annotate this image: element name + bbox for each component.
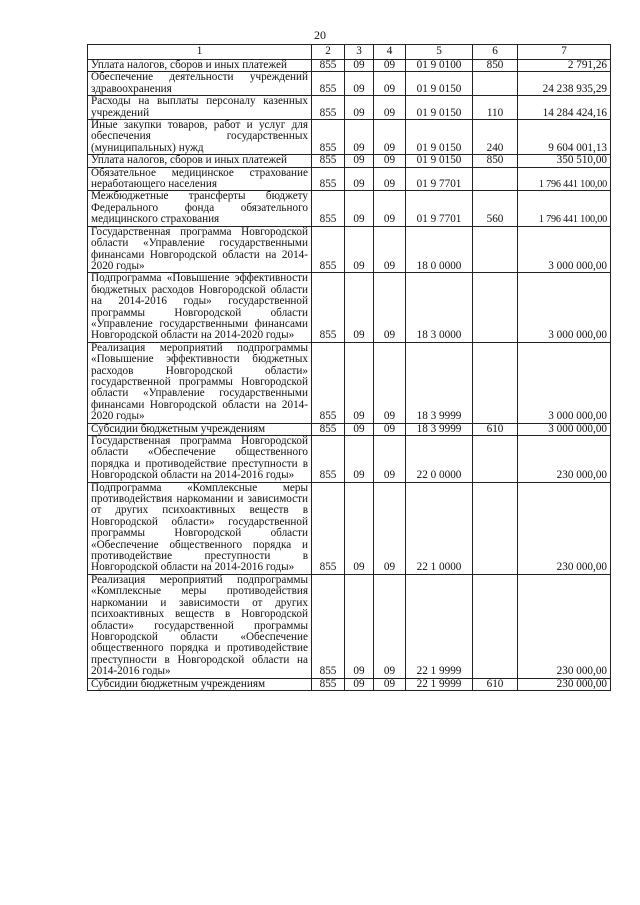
cell-subsection: 09 [374,96,406,120]
cell-grbs: 855 [312,72,345,96]
cell-section: 09 [345,155,374,167]
col-header: 4 [374,45,406,60]
cell-sum: 230 000,00 [518,436,611,483]
row-name: Реализация мероприятий подпрограммы «Комплексные меры противодействия наркомании и зависимости от других психоактивных веществ в Новгородской области» государственной программы Новгородской области «Обеспечение общественного порядка и противодействие преступности в Новгородской области на 2014-2016 годы» [88,574,312,678]
cell-sum: 9 604 001,13 [518,120,611,155]
cell-section: 09 [345,72,374,96]
cell-expense-type: 610 [473,678,518,690]
row-name: Иные закупки товаров, работ и услуг для обеспечения государственных (муниципальных) нужд [88,120,312,155]
cell-sum: 1 796 441 100,00 [518,167,611,191]
cell-subsection: 09 [374,155,406,167]
cell-section: 09 [345,423,374,435]
cell-expense-type [473,482,518,574]
cell-grbs: 855 [312,167,345,191]
cell-subsection: 09 [374,678,406,690]
cell-subsection: 09 [374,273,406,342]
table-row [88,226,611,273]
cell-sum: 230 000,00 [518,574,611,678]
cell-section: 09 [345,191,374,226]
cell-subsection: 09 [374,436,406,483]
cell-grbs: 855 [312,155,345,167]
budget-table [87,44,611,691]
cell-grbs: 855 [312,120,345,155]
cell-target-article: 18 3 0000 [406,273,473,342]
cell-grbs: 855 [312,342,345,423]
table-row [88,678,611,690]
row-name: Субсидии бюджетным учреждениям [88,423,312,435]
cell-target-article: 18 3 9999 [406,342,473,423]
cell-grbs: 855 [312,226,345,273]
cell-sum: 3 000 000,00 [518,423,611,435]
col-header: 6 [473,45,518,60]
cell-target-article: 18 0 0000 [406,226,473,273]
cell-target-article: 01 9 0150 [406,96,473,120]
cell-subsection: 09 [374,120,406,155]
cell-subsection: 09 [374,72,406,96]
cell-target-article: 01 9 7701 [406,191,473,226]
row-name: Подпрограмма «Комплексные меры противодействия наркомании и зависимости от других психоактивных веществ в Новгородской области» государственной программы Новгородской области «Обеспечение общественного порядка и противодействие преступности в Новгородской области на 2014-2016 годы» [88,482,312,574]
cell-sum: 230 000,00 [518,678,611,690]
cell-subsection: 09 [374,342,406,423]
table-row [88,482,611,574]
cell-target-article: 18 3 9999 [406,423,473,435]
row-name: Реализация мероприятий подпрограммы «Повышение эффективности бюджетных расходов Новгородской области» государственной программы Новгородской области «Управление государственными финансами Новгородской области на 2014-2020 годы» [88,342,312,423]
cell-grbs: 855 [312,191,345,226]
cell-grbs: 855 [312,482,345,574]
row-name: Государственная программа Новгородской области «Управление государственными финансами Новгородской области на 2014-2020 годы» [88,226,312,273]
cell-section: 09 [345,167,374,191]
cell-sum: 230 000,00 [518,482,611,574]
cell-target-article: 01 9 0150 [406,155,473,167]
cell-grbs: 855 [312,423,345,435]
cell-expense-type [473,273,518,342]
row-name: Государственная программа Новгородской области «Обеспечение общественного порядка и противодействие преступности в Новгородской области на 2014-2016 годы» [88,436,312,483]
cell-target-article: 01 9 0150 [406,120,473,155]
cell-expense-type: 850 [473,60,518,72]
cell-section: 09 [345,678,374,690]
cell-sum: 1 796 441 100,00 [518,191,611,226]
cell-expense-type: 610 [473,423,518,435]
cell-subsection: 09 [374,191,406,226]
cell-subsection: 09 [374,60,406,72]
cell-expense-type [473,72,518,96]
table-row [88,191,611,226]
cell-expense-type: 240 [473,120,518,155]
cell-grbs: 855 [312,436,345,483]
table-row [88,96,611,120]
cell-section: 09 [345,273,374,342]
row-name: Субсидии бюджетным учреждениям [88,678,312,690]
cell-sum: 2 791,26 [518,60,611,72]
cell-target-article: 01 9 7701 [406,167,473,191]
table-row [88,574,611,678]
cell-expense-type: 110 [473,96,518,120]
cell-subsection: 09 [374,167,406,191]
cell-expense-type: 560 [473,191,518,226]
cell-subsection: 09 [374,482,406,574]
table-row [88,60,611,72]
cell-sum: 3 000 000,00 [518,226,611,273]
cell-grbs: 855 [312,678,345,690]
cell-subsection: 09 [374,574,406,678]
cell-expense-type [473,167,518,191]
cell-sum: 24 238 935,29 [518,72,611,96]
cell-target-article: 22 1 0000 [406,482,473,574]
cell-subsection: 09 [374,423,406,435]
table-row [88,436,611,483]
cell-grbs: 855 [312,96,345,120]
table-row [88,273,611,342]
table-row [88,155,611,167]
cell-sum: 350 510,00 [518,155,611,167]
row-name: Подпрограмма «Повышение эффективности бюджетных расходов Новгородской области на 2014-2016 годы» государственной программы Новгородской области «Управление государственными финансами Новгородской области на 2014-2020 годы» [88,273,312,342]
cell-target-article: 22 1 9999 [406,678,473,690]
cell-subsection: 09 [374,226,406,273]
cell-section: 09 [345,574,374,678]
cell-section: 09 [345,120,374,155]
cell-section: 09 [345,436,374,483]
cell-section: 09 [345,96,374,120]
row-name: Межбюджетные трансферты бюджету Федерального фонда обязательного медицинского страхования [88,191,312,226]
table-row [88,342,611,423]
table-row [88,423,611,435]
col-header: 3 [345,45,374,60]
table-row [88,72,611,96]
cell-target-article: 22 0 0000 [406,436,473,483]
cell-sum: 3 000 000,00 [518,342,611,423]
row-name: Обеспечение деятельности учреждений здравоохранения [88,72,312,96]
table-row [88,120,611,155]
header-row [88,45,611,60]
col-header: 1 [88,45,312,60]
row-name: Расходы на выплаты персоналу казенных учреждений [88,96,312,120]
cell-expense-type [473,342,518,423]
table-row [88,167,611,191]
col-header: 7 [518,45,611,60]
cell-expense-type: 850 [473,155,518,167]
cell-sum: 14 284 424,16 [518,96,611,120]
row-name: Уплата налогов, сборов и иных платежей [88,60,312,72]
cell-expense-type [473,436,518,483]
row-name: Уплата налогов, сборов и иных платежей [88,155,312,167]
cell-grbs: 855 [312,60,345,72]
cell-expense-type [473,226,518,273]
cell-target-article: 22 1 9999 [406,574,473,678]
cell-grbs: 855 [312,574,345,678]
cell-section: 09 [345,226,374,273]
cell-section: 09 [345,342,374,423]
col-header: 5 [406,45,473,60]
cell-target-article: 01 9 0100 [406,60,473,72]
col-header: 2 [312,45,345,60]
row-name: Обязательное медицинское страхование неработающего населения [88,167,312,191]
page-number: 20 [314,28,326,42]
cell-section: 09 [345,482,374,574]
cell-expense-type [473,574,518,678]
cell-sum: 3 000 000,00 [518,273,611,342]
cell-section: 09 [345,60,374,72]
cell-target-article: 01 9 0150 [406,72,473,96]
cell-grbs: 855 [312,273,345,342]
